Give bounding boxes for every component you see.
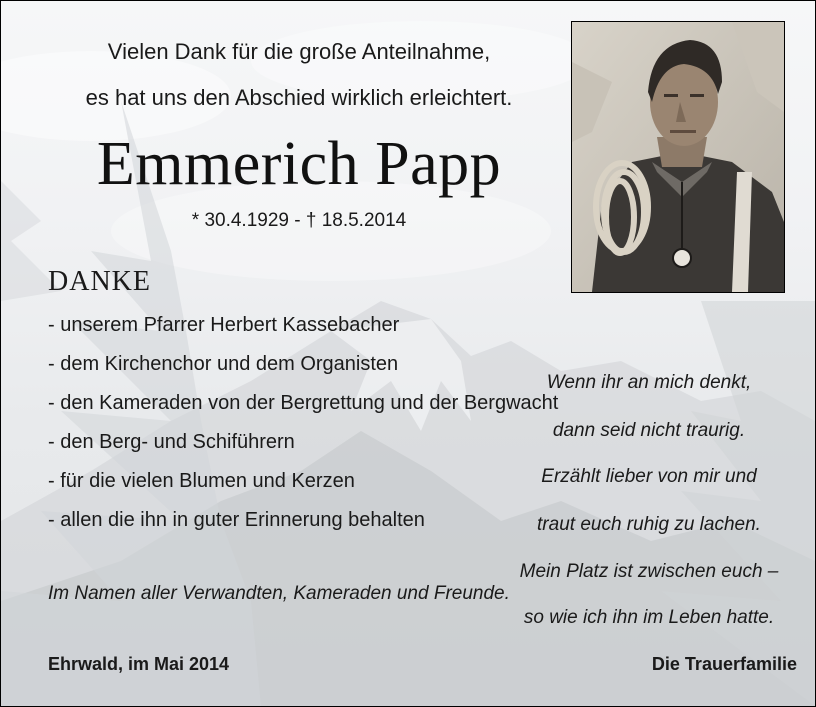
place-date: Ehrwald, im Mai 2014 xyxy=(48,654,230,674)
thanks-item: - unserem Pfarrer Herbert Kassebacher xyxy=(48,314,400,336)
poem-line: Wenn ihr an mich denkt, xyxy=(546,372,752,393)
thanks-item: - dem Kirchenchor und dem Organisten xyxy=(48,353,399,375)
signature-line: Im Namen aller Verwandten, Kameraden und Freunde. xyxy=(48,583,510,604)
portrait-photo xyxy=(571,21,785,293)
thanks-item: - für die vielen Blumen und Kerzen xyxy=(48,470,355,492)
poem-line: traut euch ruhig zu lachen. xyxy=(537,514,761,535)
thanks-item: - allen die ihn in guter Erinnerung behalten xyxy=(48,509,425,531)
life-dates: * 30.4.1929 - † 18.5.2014 xyxy=(191,210,407,231)
danke-heading: DANKE xyxy=(48,266,151,297)
family-signature: Die Trauerfamilie xyxy=(651,654,797,674)
poem-line: Erzählt lieber von mir und xyxy=(541,466,757,487)
poem-line: Mein Platz ist zwischen euch – xyxy=(519,561,779,582)
intro-line-1: Vielen Dank für die große Anteilnahme, xyxy=(107,39,491,64)
thanks-item: - den Berg- und Schiführern xyxy=(48,431,295,453)
deceased-name: Emmerich Papp xyxy=(96,130,502,198)
thanks-item: - den Kameraden von der Bergrettung und der Bergwacht xyxy=(48,392,559,414)
intro-line-2: es hat uns den Abschied wirklich erleichtert. xyxy=(85,85,513,110)
poem-line: so wie ich ihn im Leben hatte. xyxy=(523,607,775,628)
poem-line: dann seid nicht traurig. xyxy=(552,420,746,441)
